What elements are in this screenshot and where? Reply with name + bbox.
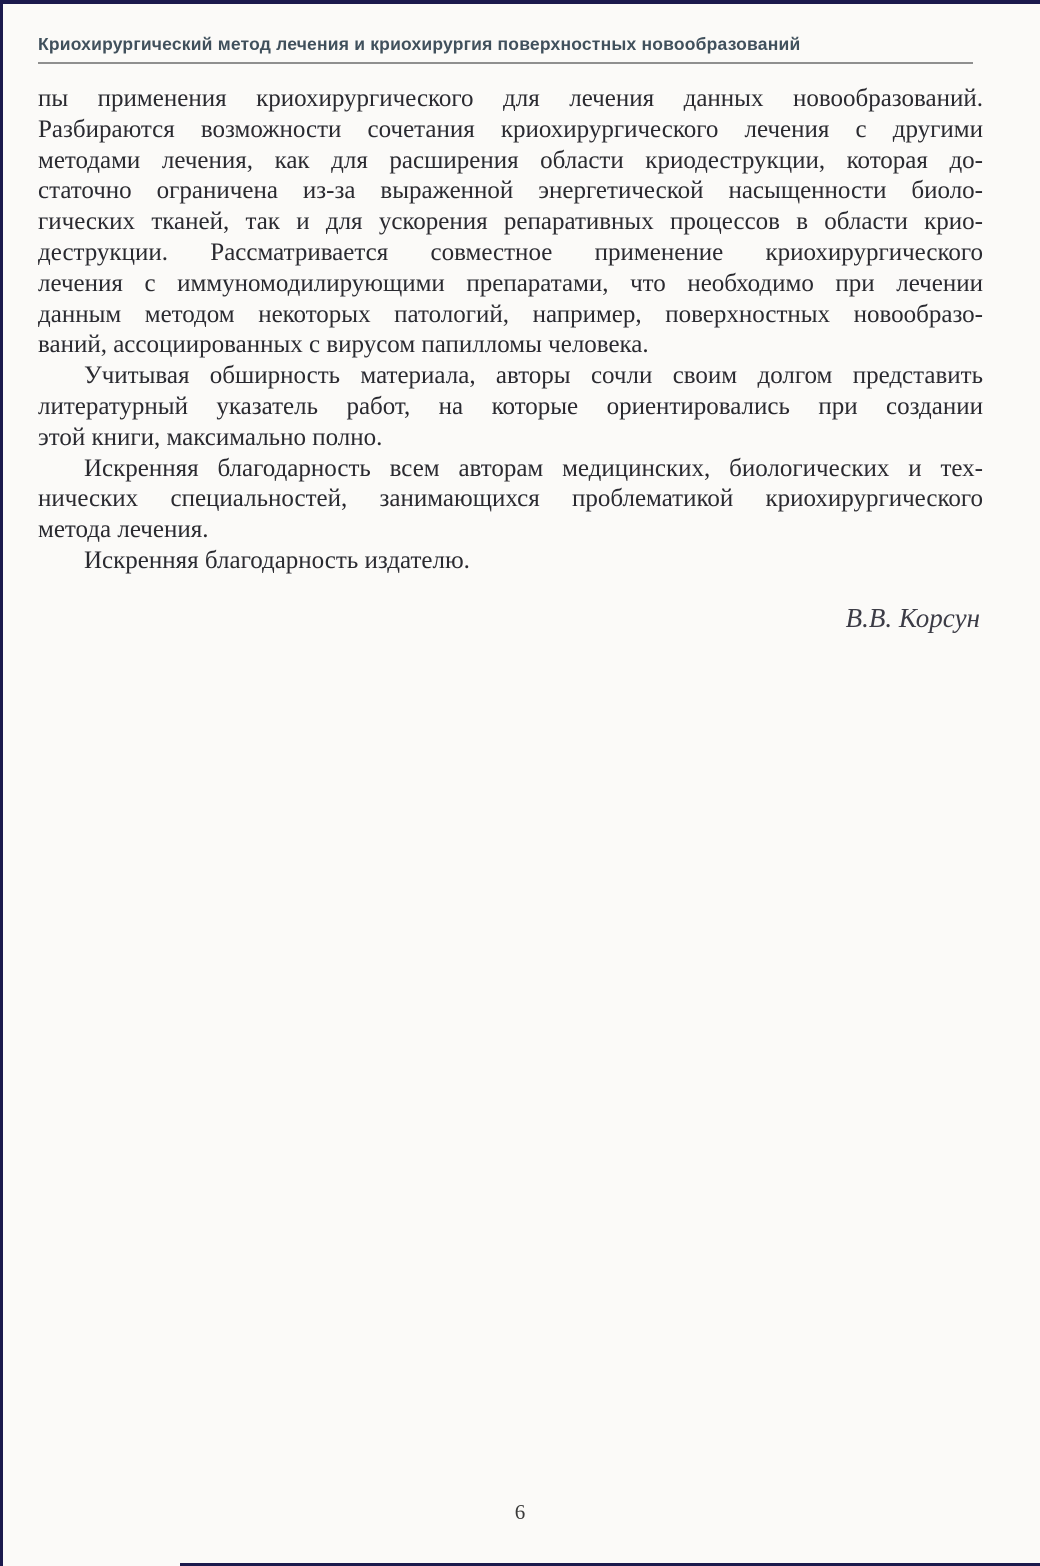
text-line: методами лечения, как для расширения области криодеструкции, которая до- <box>38 146 983 174</box>
scan-border-top <box>0 0 1040 4</box>
text-line: пы применения криохирургического для лечения данных новообразований. <box>38 85 983 112</box>
body-text <box>38 84 983 577</box>
text-line: Искренняя благодарность издателю. <box>84 546 470 574</box>
header-rule <box>38 62 973 64</box>
running-head: Криохирургический метод лечения и криохирургия поверхностных новообразований <box>38 34 801 54</box>
text-line: Учитывая обширность материала, авторы сочли своим долгом представить <box>84 362 983 390</box>
text-line: гических тканей, так и для ускорения репаративных процессов в области крио- <box>38 208 983 236</box>
text-line: лечения с иммуномодилирующими препаратами, что необходимо при лечении <box>38 269 983 297</box>
text-line: этой книги, максимально полно. <box>38 423 383 451</box>
text-line: Искренняя благодарность всем авторам медицинских, биологических и тех- <box>84 454 983 482</box>
scan-border-left <box>0 0 3 1566</box>
page-number: 6 <box>514 1500 526 1524</box>
text-line: данным методом некоторых патологий, например, поверхностных новообразо- <box>38 300 983 328</box>
text-line: Разбираются возможности сочетания криохирургического лечения с другими <box>38 115 983 143</box>
text-line: нических специальностей, занимающихся проблематикой криохирургического <box>38 485 983 513</box>
text-line: ваний, ассоциированных с вирусом папилломы человека. <box>38 331 649 359</box>
text-line: метода лечения. <box>38 516 209 544</box>
text-line: деструкции. Рассматривается совместное применение криохирургического <box>38 238 983 266</box>
author-signature: В.В. Корсун <box>845 603 980 633</box>
text-line: литературный указатель работ, на которые ориентировались при создании <box>38 392 983 420</box>
text-line: статочно ограничена из-за выраженной энергетической насыщенности биоло- <box>38 177 983 205</box>
